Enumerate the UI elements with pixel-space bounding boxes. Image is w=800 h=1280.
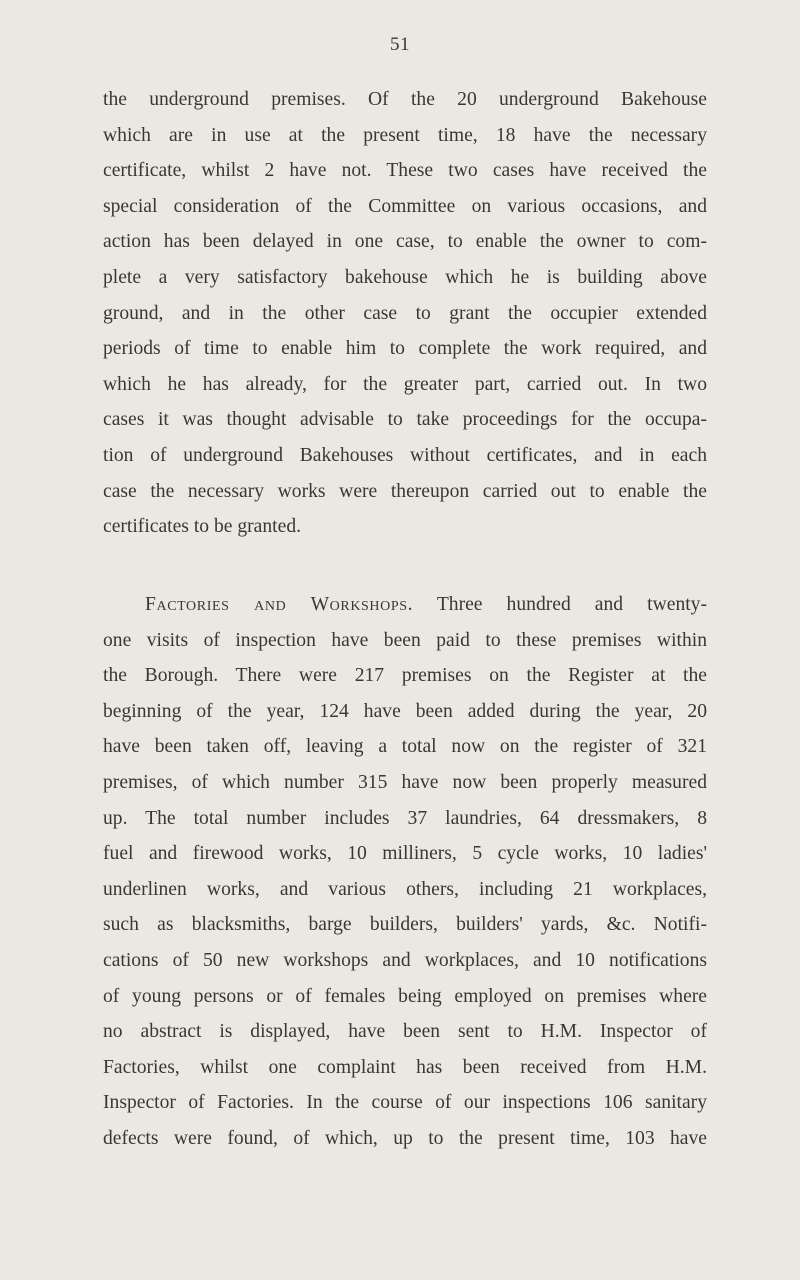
text-line: underlinen works, and various others, including 21 workplaces, [103,878,707,900]
text-line: one visits of inspection have been paid to these premises within [103,629,707,651]
text-line: premises, of which number 315 have now been properly measured [103,771,707,793]
text-line: cases it was thought advisable to take proceedings for the occupa- [103,409,707,431]
text-line: beginning of the year, 124 have been added during the year, 20 [103,700,707,722]
text-line: certificate, whilst 2 have not. These two cases have received the [103,160,707,182]
section-heading: Factories and Workshops. [145,594,414,615]
text-line: Inspector of Factories. In the course of our inspections 106 sanitary [103,1092,707,1114]
text-line: plete a very satisfactory bakehouse which he is building above [103,266,707,288]
page-number: 51 [390,34,410,55]
text-line: defects were found, of which, up to the present time, 103 have [103,1127,707,1149]
text-line: special consideration of the Committee on various occasions, and [103,195,707,217]
text-line: case the necessary works were thereupon carried out to enable the [103,480,707,502]
text-line: no abstract is displayed, have been sent to H.M. Inspector of [103,1021,707,1043]
paragraph-factories-workshops [103,587,707,1157]
text-line: the Borough. There were 217 premises on the Register at the [103,665,707,687]
text-line: certificates to be granted. [103,516,302,538]
text-line: cations of 50 new workshops and workplaces, and 10 notifications [103,949,707,971]
text-line: such as blacksmiths, barge builders, builders' yards, &c. Notifi- [103,914,707,936]
first-line-text: Three hundred and twenty- [436,594,708,615]
text-line: the underground premises. Of the 20 underground Bakehouse [103,89,707,110]
text-line: ground, and in the other case to grant the occupier extended [103,302,707,324]
text-line: up. The total number includes 37 laundries, 64 dressmakers, 8 [103,807,707,829]
text-line: Factories, whilst one complaint has been received from H.M. [103,1056,707,1078]
text-line: of young persons or of females being employed on premises where [103,985,707,1007]
text-line: which he has already, for the greater part, carried out. In two [103,373,707,395]
text-line: periods of time to enable him to complete the work required, and [103,338,707,360]
text-line-first [103,587,707,623]
text-line: have been taken off, leaving a total now on the register of 321 [103,736,707,758]
text-line: action has been delayed in one case, to enable the owner to com- [103,231,707,253]
paragraph-bakehouses [103,82,707,545]
text-line: tion of underground Bakehouses without certificates, and in each [103,444,707,466]
text-line: which are in use at the present time, 18 have the necessary [103,124,707,146]
text-line: fuel and firewood works, 10 milliners, 5 cycle works, 10 ladies' [103,843,707,865]
